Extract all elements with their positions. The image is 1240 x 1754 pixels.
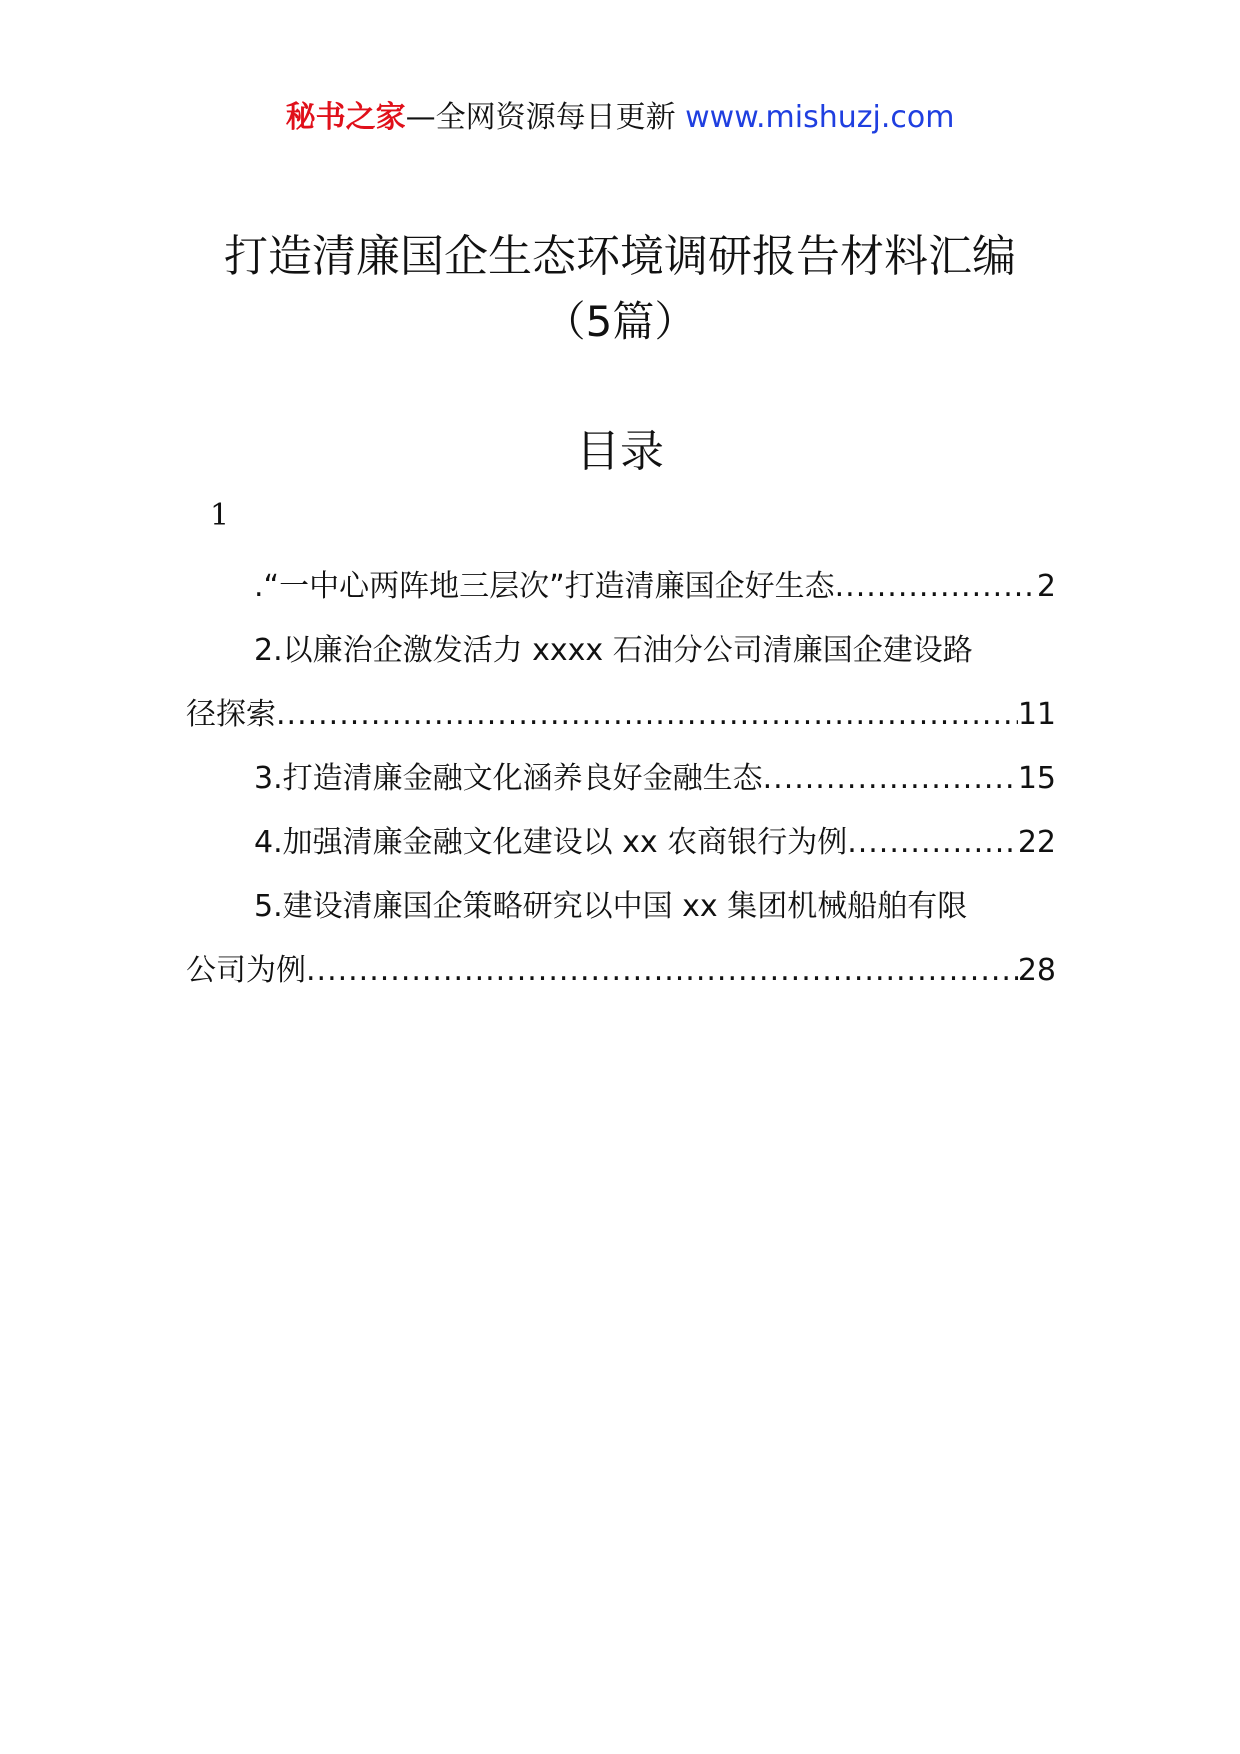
toc-entry-title: 3.打造清廉金融文化涵养良好金融生态: [254, 761, 763, 796]
site-header: [0, 98, 1240, 138]
table-of-contents: [186, 555, 1056, 1003]
toc-entry-title-continued: 径探索: [186, 697, 276, 732]
toc-leader-dots: [306, 939, 1018, 1003]
toc-page-number: 22: [1017, 825, 1056, 860]
toc-page-number: 2: [1036, 569, 1056, 604]
toc-entry-title: 4.加强清廉金融文化建设以 xx 农商银行为例: [254, 825, 848, 860]
toc-entry-5-continuation[interactable]: [186, 939, 1056, 1003]
website-link[interactable]: www.mishuzj.com: [685, 100, 955, 135]
toc-entry-2-continuation[interactable]: [186, 683, 1056, 747]
toc-page-number: 11: [1017, 697, 1056, 732]
toc-entry-title: 2.以廉治企激发活力 xxxx 石油分公司清廉国企建设路: [254, 633, 973, 668]
toc-page-number: 28: [1017, 953, 1056, 988]
document-subtitle: （5篇）: [543, 297, 697, 346]
toc-entry-title: .“一中心两阵地三层次”打造清廉国企好生态: [254, 569, 835, 604]
document-title: 打造清廉国企生态环境调研报告材料汇编: [224, 231, 1016, 282]
toc-entry-5[interactable]: [186, 875, 1056, 939]
toc-leader-dots: [847, 811, 1018, 875]
toc-heading: 目录: [576, 426, 664, 477]
toc-leader-dots: [835, 555, 1037, 619]
toc-entry-title: 5.建设清廉国企策略研究以中国 xx 集团机械船舶有限: [254, 889, 968, 924]
toc-entry-title-continued: 公司为例: [186, 953, 306, 988]
toc-entry-2[interactable]: [186, 619, 1056, 683]
toc-entry-1[interactable]: [186, 555, 1056, 619]
toc-page-number: 15: [1017, 761, 1056, 796]
stray-list-number: 1: [210, 498, 230, 533]
brand-name: 秘书之家: [285, 100, 406, 135]
toc-leader-dots: [763, 747, 1018, 811]
toc-entry-3[interactable]: [186, 747, 1056, 811]
header-slogan: —全网资源每日更新: [405, 100, 676, 135]
toc-entry-4[interactable]: [186, 811, 1056, 875]
toc-leader-dots: [276, 683, 1018, 747]
